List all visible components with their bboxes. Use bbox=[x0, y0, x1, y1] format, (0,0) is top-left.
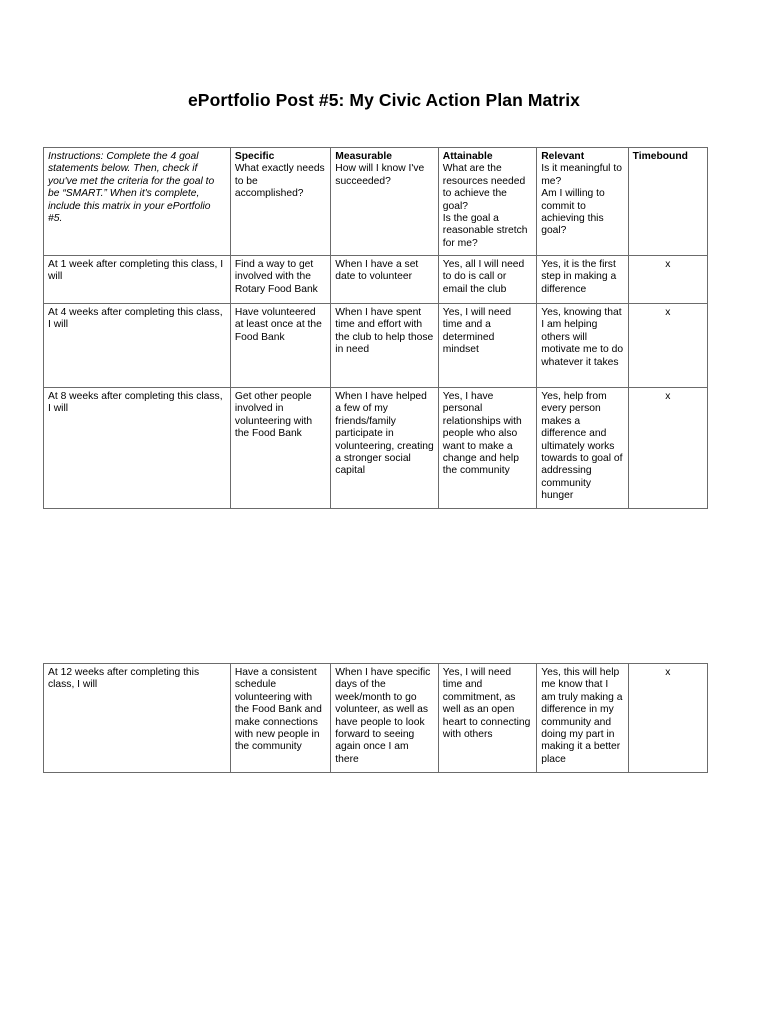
attainable-cell: Yes, I will need time and a determined mindset bbox=[438, 304, 536, 388]
timebound-check: x bbox=[628, 664, 707, 773]
goal-cell: At 4 weeks after completing this class, I will bbox=[44, 304, 231, 388]
page-title: ePortfolio Post #5: My Civic Action Plan Matrix bbox=[187, 90, 581, 110]
header-description: What exactly needs to be accomplished? bbox=[234, 163, 325, 200]
header-title: Timebound bbox=[632, 151, 688, 162]
timebound-header bbox=[628, 148, 707, 256]
instructions-cell: Instructions: Complete the 4 goal statements below. Then, check if you've met the criteria for the goal to be “SMART.” When it's complete, include this matrix in your ePortfolio #5. bbox=[44, 148, 231, 256]
specific-cell: Have a consistent schedule volunteering with the Food Bank and make connections with new people in the community bbox=[230, 664, 330, 773]
attainable-cell: Yes, I will need time and commitment, as well as an open heart to connecting with others bbox=[438, 664, 536, 773]
attainable-header bbox=[438, 148, 536, 256]
timebound-check: x bbox=[628, 256, 707, 304]
table-row bbox=[44, 664, 708, 773]
header-title: Attainable bbox=[442, 151, 493, 162]
measurable-header bbox=[331, 148, 438, 256]
relevant-cell: Yes, this will help me know that I am truly making a difference in my community and doing my part in making it a better place bbox=[537, 664, 628, 773]
header-title: Relevant bbox=[541, 151, 585, 162]
attainable-cell: Yes, all I will need to do is call or email the club bbox=[438, 256, 536, 304]
measurable-cell: When I have spent time and effort with the club to help those in need bbox=[331, 304, 438, 388]
timebound-check: x bbox=[628, 388, 707, 509]
table-row bbox=[44, 256, 708, 304]
specific-cell: Have volunteered at least once at the Food Bank bbox=[230, 304, 330, 388]
header-title: Specific bbox=[234, 151, 275, 162]
attainable-cell: Yes, I have personal relationships with people who also want to make a change and help the community bbox=[438, 388, 536, 509]
measurable-cell: When I have helped a few of my friends/family participate in volunteering, creating a stronger social capital bbox=[331, 388, 438, 509]
header-description: How will I know I've succeeded? bbox=[335, 163, 425, 187]
specific-cell: Find a way to get involved with the Rotary Food Bank bbox=[230, 256, 330, 304]
relevant-header bbox=[537, 148, 628, 256]
table-row bbox=[44, 388, 708, 509]
goal-cell: At 1 week after completing this class, I will bbox=[44, 256, 231, 304]
civic-action-matrix bbox=[43, 147, 708, 509]
header-row bbox=[44, 148, 708, 256]
goal-cell: At 8 weeks after completing this class, I will bbox=[44, 388, 231, 509]
relevant-cell: Yes, help from every person makes a difference and ultimately works towards to goal of addressing community hunger bbox=[537, 388, 628, 509]
measurable-cell: When I have specific days of the week/month to go volunteer, as well as have people to look forward to seeing again once I am there bbox=[331, 664, 438, 773]
header-title: Measurable bbox=[335, 151, 392, 162]
relevant-cell: Yes, it is the first step in making a difference bbox=[537, 256, 628, 304]
header-description: What are the resources needed to achieve the goal? Is the goal a reasonable stretch for me? bbox=[442, 163, 528, 249]
measurable-cell: When I have a set date to volunteer bbox=[331, 256, 438, 304]
civic-action-matrix-continued bbox=[43, 663, 708, 773]
table-row bbox=[44, 304, 708, 388]
goal-cell: At 12 weeks after completing this class, I will bbox=[44, 664, 231, 773]
relevant-cell: Yes, knowing that I am helping others will motivate me to do whatever it takes bbox=[537, 304, 628, 388]
header-description: Is it meaningful to me? Am I willing to commit to achieving this goal? bbox=[541, 163, 622, 237]
timebound-check: x bbox=[628, 304, 707, 388]
specific-header bbox=[230, 148, 330, 256]
specific-cell: Get other people involved in volunteering with the Food Bank bbox=[230, 388, 330, 509]
